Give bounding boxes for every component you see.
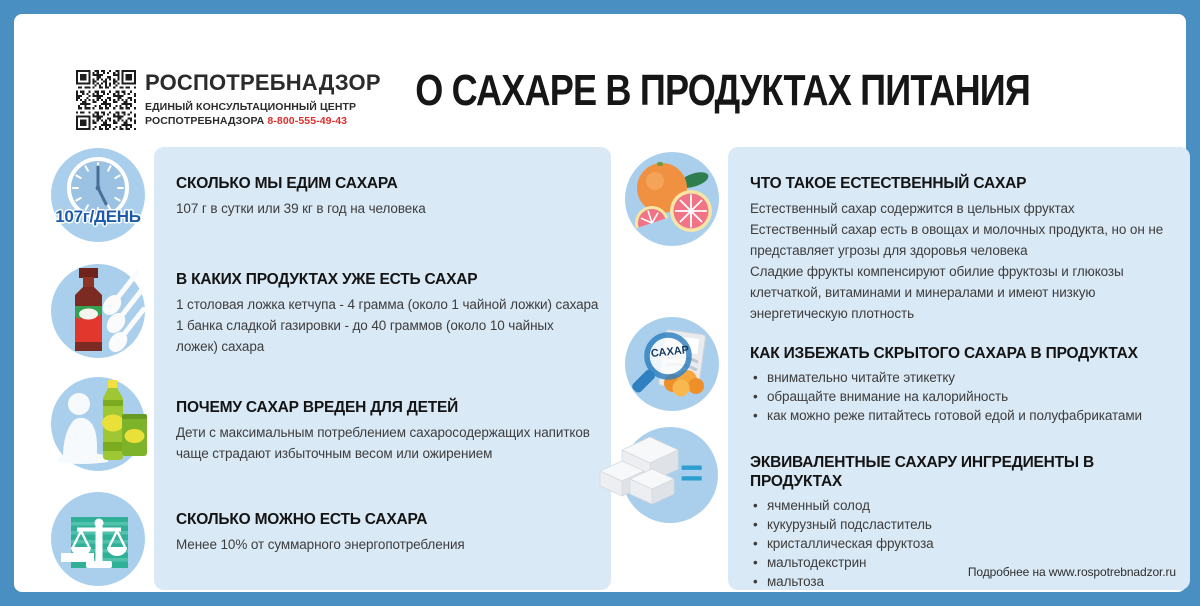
- section-title: СКОЛЬКО МЫ ЕДИМ САХАРА: [176, 175, 398, 192]
- lens-label: САХАР: [650, 344, 690, 360]
- section-title: ЭКВИВАЛЕНТНЫЕ САХАРУ ИНГРЕДИЕНТЫ В ПРОДУКТАХ: [750, 454, 1094, 490]
- sugar-cubes-icon: [600, 423, 724, 523]
- bullet-item: • кукурузный подсластитель: [750, 515, 1178, 534]
- qr-code-icon: [76, 70, 136, 130]
- bullet-item: • как можно реже питайтесь готовой едой и полуфабрикатами: [750, 406, 1178, 425]
- bullet-list: [750, 368, 1178, 425]
- section-title: В КАКИХ ПРОДУКТАХ УЖЕ ЕСТЬ САХАР: [176, 271, 478, 288]
- org-subtitle-line2: РОСПОТРЕБНАДЗОРА: [145, 114, 265, 127]
- equals-sign: =: [680, 451, 704, 495]
- bullet-item: • кристаллическая фруктоза: [750, 534, 1178, 553]
- magnifier-sugar-icon: [624, 316, 720, 412]
- section-text: 107 г в сутки или 39 кг в год на человека: [176, 201, 426, 216]
- org-subtitle-line1: ЕДИНЫЙ КОНСУЛЬТАЦИОННЫЙ ЦЕНТР: [145, 101, 357, 113]
- bullet-item: • обращайте внимание на калорийность: [750, 387, 1178, 406]
- poster-sheet: [14, 14, 1186, 592]
- section-natural-sugar: [750, 174, 1178, 324]
- org-logo-block: [145, 70, 381, 128]
- section-how-much-we-eat: [176, 174, 599, 219]
- section-title: КАК ИЗБЕЖАТЬ СКРЫТОГО САХАРА В ПРОДУКТАХ: [750, 345, 1138, 362]
- daily-sugar-badge: 107г/ДЕНЬ: [55, 207, 141, 226]
- section-why-harmful-for-children: [176, 398, 599, 464]
- scales-icon: [50, 491, 146, 587]
- grapefruit-icon: [624, 151, 720, 247]
- section-how-much-allowed: [176, 510, 599, 555]
- section-text: Менее 10% от суммарного энергопотребления: [176, 537, 465, 552]
- bullet-item: • мальтоза: [750, 572, 1178, 591]
- section-text: Сладкие фрукты компенсируют обилие фруктозы и глюкозы клетчаткой, витаминами и минералами и имеют низкую энергетическую плотность: [750, 264, 1124, 321]
- bullet-item: • мальтодекстрин: [750, 553, 1178, 572]
- child-drinks-icon: [50, 376, 146, 472]
- left-panel: [154, 147, 611, 590]
- section-text: Естественный сахар содержится в цельных фруктах: [750, 201, 1075, 216]
- section-text: Дети с максимальным потреблением сахаросодержащих напитков чаще страдают избыточным весом или ожирением: [176, 425, 590, 461]
- section-title: ЧТО ТАКОЕ ЕСТЕСТВЕННЫЙ САХАР: [750, 175, 1027, 192]
- org-subtitle: [145, 101, 375, 128]
- bullet-item: • ячменный солод: [750, 496, 1178, 515]
- clock-icon: [50, 147, 146, 243]
- section-text: 1 столовая ложка кетчупа - 4 грамма (около 1 чайной ложки) сахара: [176, 297, 599, 312]
- section-text: Естественный сахар есть в овощах и молочных продукта, но он не представляет угрозы для здоровья человека: [750, 222, 1164, 258]
- section-avoid-hidden-sugar: [750, 344, 1178, 425]
- org-name: РОСПОТРЕБНАДЗОР: [145, 70, 381, 95]
- section-products-with-sugar: [176, 270, 599, 357]
- footer-note: Подробнее на www.rospotrebnadzor.ru: [967, 565, 1176, 579]
- section-title: СКОЛЬКО МОЖНО ЕСТЬ САХАРА: [176, 511, 428, 528]
- section-text: 1 банка сладкой газировки - до 40 граммов (около 10 чайных ложек) сахара: [176, 318, 554, 354]
- section-title: ПОЧЕМУ САХАР ВРЕДЕН ДЛЯ ДЕТЕЙ: [176, 399, 459, 416]
- bullet-item: • внимательно читайте этикетку: [750, 368, 1178, 387]
- right-panel: [728, 147, 1190, 590]
- ketchup-spoons-icon: [50, 263, 146, 359]
- hotline-phone: 8-800-555-49-43: [267, 114, 348, 127]
- page-title: О САХАРЕ В ПРОДУКТАХ ПИТАНИЯ: [415, 66, 1031, 115]
